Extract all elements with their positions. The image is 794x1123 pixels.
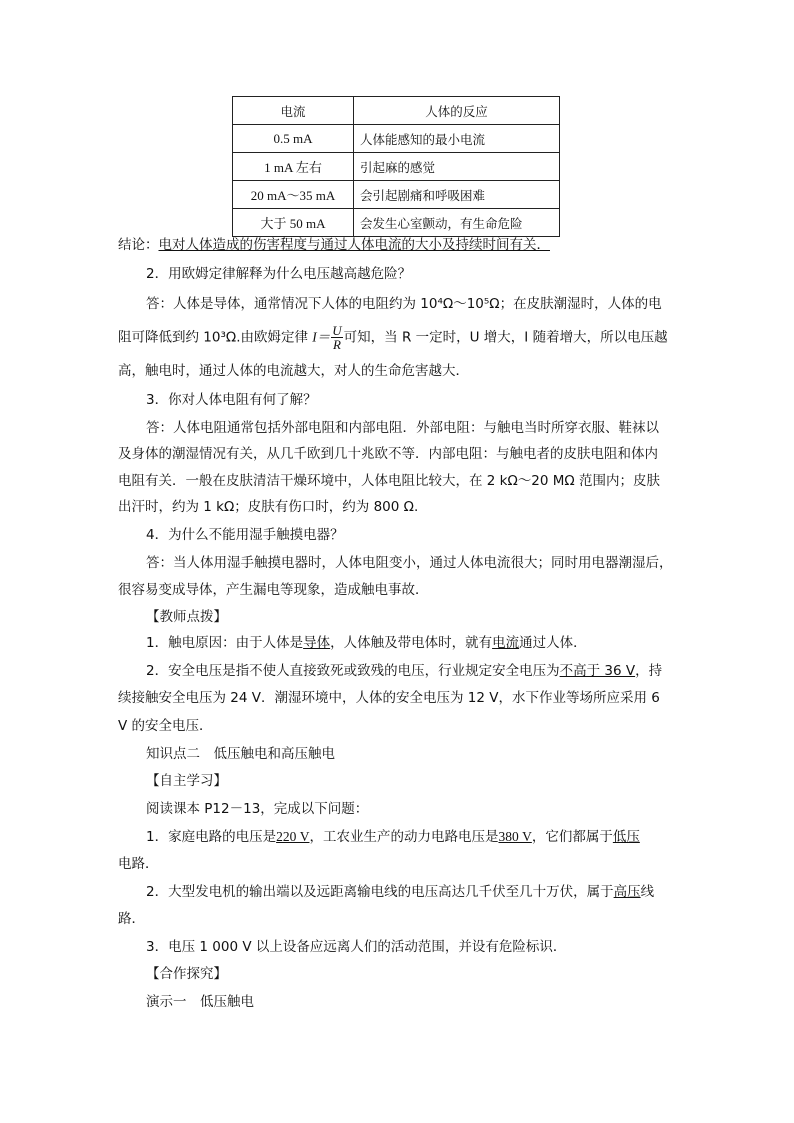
answer-blank: 380 V: [498, 829, 532, 844]
answer-3-line: 出汗时，约为 1 kΩ；皮肤有伤口时，约为 800 Ω.: [118, 499, 419, 515]
text-span: ，它们都属于: [531, 829, 613, 845]
answer-blank: 导体: [303, 635, 331, 651]
table-header-row: [233, 97, 560, 125]
teacher-tips-heading: 【教师点拨】: [146, 609, 227, 625]
answer-2-line: 高，触电时，通过人体的电流越大，对人的生命危害越大．: [118, 363, 469, 379]
answer-blank: 高压: [613, 884, 641, 900]
reading-instruction: 阅读课本 P12－13，完成以下问题：: [146, 801, 369, 817]
text-span: 1．触电原因：由于人体是: [146, 635, 304, 651]
question-4-title: 4．为什么不能用湿手触摸电器？: [146, 527, 344, 543]
teacher-tip-2-line: V 的安全电压．: [118, 718, 213, 734]
text-span: 2．大型发电机的输出端以及远距离输电线的电压高达几千伏至几十万伏，属于: [146, 884, 614, 900]
study-item-3: 3．电压 1 000 V 以上设备应远离人们的活动范围，并设有危险标识．: [146, 939, 567, 955]
answer-3-line: 答：人体电阻通常包括外部电阻和内部电阻．外部电阻：与触电当时所穿衣服、鞋袜以: [146, 420, 659, 436]
table-cell: 人体能感知的最小电流: [354, 125, 560, 153]
demo-1-heading: 演示一 低压触电: [146, 994, 254, 1010]
answer-4-line: 答：当人体用湿手触摸电器时，人体电阻变小，通过人体电流很大；同时用电器潮湿后，: [146, 555, 673, 571]
answer-blank: 不高于 36 V: [559, 663, 636, 679]
teacher-tip-2: [146, 661, 706, 681]
answer-2-line: 答：人体是导体，通常情况下人体的电阻约为 10⁴Ω～10⁵Ω；在皮肤潮湿时，人体的电: [146, 296, 662, 312]
conclusion-prefix: 结论：: [118, 237, 159, 253]
conclusion-text: 电对人体造成的伤害程度与通过人体电流的大小及持续时间有关．: [158, 237, 550, 253]
study-item-1-line: 电路．: [118, 856, 159, 872]
text-span: ，工农业生产的动力电路电压是: [309, 829, 499, 845]
teacher-tip-2-line: 续接触安全电压为 24 V．潮湿环境中，人体的安全电压为 12 V，水下作业等场所应采用 6: [118, 690, 660, 706]
text-span: 通过人体．: [519, 635, 587, 651]
answer-4-line: 很容易变成导体，产生漏电等现象，造成触电事故．: [118, 582, 429, 598]
current-reaction-table: [232, 96, 560, 237]
conclusion-line: [118, 235, 678, 255]
knowledge-point-2-heading: 知识点二 低压触电和高压触电: [146, 746, 335, 762]
answer-2-text: 阻可降低到约 10³Ω.由欧姆定律: [118, 329, 313, 346]
table-cell: 大于 50 mA: [233, 209, 354, 237]
table-cell: 会引起剧痛和呼吸困难: [354, 181, 560, 209]
text-span: ，人体触及带电体时，就有: [330, 635, 493, 651]
answer-2-formula-line: [118, 324, 678, 351]
study-item-2: [146, 882, 706, 902]
table-cell: 会发生心室颤动，有生命危险: [354, 209, 560, 237]
answer-blank: 电流: [492, 635, 520, 651]
table-header-cell: 人体的反应: [354, 97, 560, 125]
ohm-fraction: [331, 324, 342, 351]
text-span: ，持: [635, 663, 663, 679]
fraction-denominator: R: [333, 337, 341, 352]
table-row: [233, 209, 560, 237]
table-cell: 1 mA 左右: [233, 153, 354, 181]
question-2-title: 2．用欧姆定律解释为什么电压越高越危险？: [146, 266, 412, 282]
answer-blank: 低压: [612, 829, 640, 845]
answer-2-text: 可知，当 R 一定时，U 增大，I 随着增大，所以电压越: [343, 329, 668, 346]
formula-lhs: I＝: [312, 329, 331, 345]
table-header-cell: 电流: [233, 97, 354, 125]
table-cell: 20 mA～35 mA: [233, 181, 354, 209]
study-item-1: [146, 827, 706, 847]
cooperative-inquiry-heading: 【合作探究】: [146, 966, 227, 982]
self-study-heading: 【自主学习】: [146, 773, 227, 789]
question-3-title: 3．你对人体电阻有何了解？: [146, 392, 317, 408]
answer-blank: 220 V: [276, 829, 310, 844]
answer-3-line: 电阻有关．一般在皮肤清洁干燥环境中，人体电阻比较大，在 2 kΩ～20 MΩ 范围内；皮肤: [118, 473, 661, 489]
text-span: 1．家庭电路的电压是: [146, 829, 277, 845]
table-cell: 0.5 mA: [233, 125, 354, 153]
text-span: 线: [640, 884, 655, 900]
table-row: [233, 125, 560, 153]
table-row: [233, 153, 560, 181]
table-row: [233, 181, 560, 209]
fraction-numerator: U: [332, 323, 342, 338]
table-cell: 引起麻的感觉: [354, 153, 560, 181]
teacher-tip-1: [146, 633, 706, 653]
text-span: 2．安全电压是指不使人直接致死或致残的电压，行业规定安全电压为: [146, 663, 560, 679]
study-item-2-line: 路．: [118, 911, 145, 927]
answer-3-line: 及身体的潮湿情况有关，从几千欧到几十兆欧不等．内部电阻：与触电者的皮肤电阻和体内: [118, 446, 658, 462]
